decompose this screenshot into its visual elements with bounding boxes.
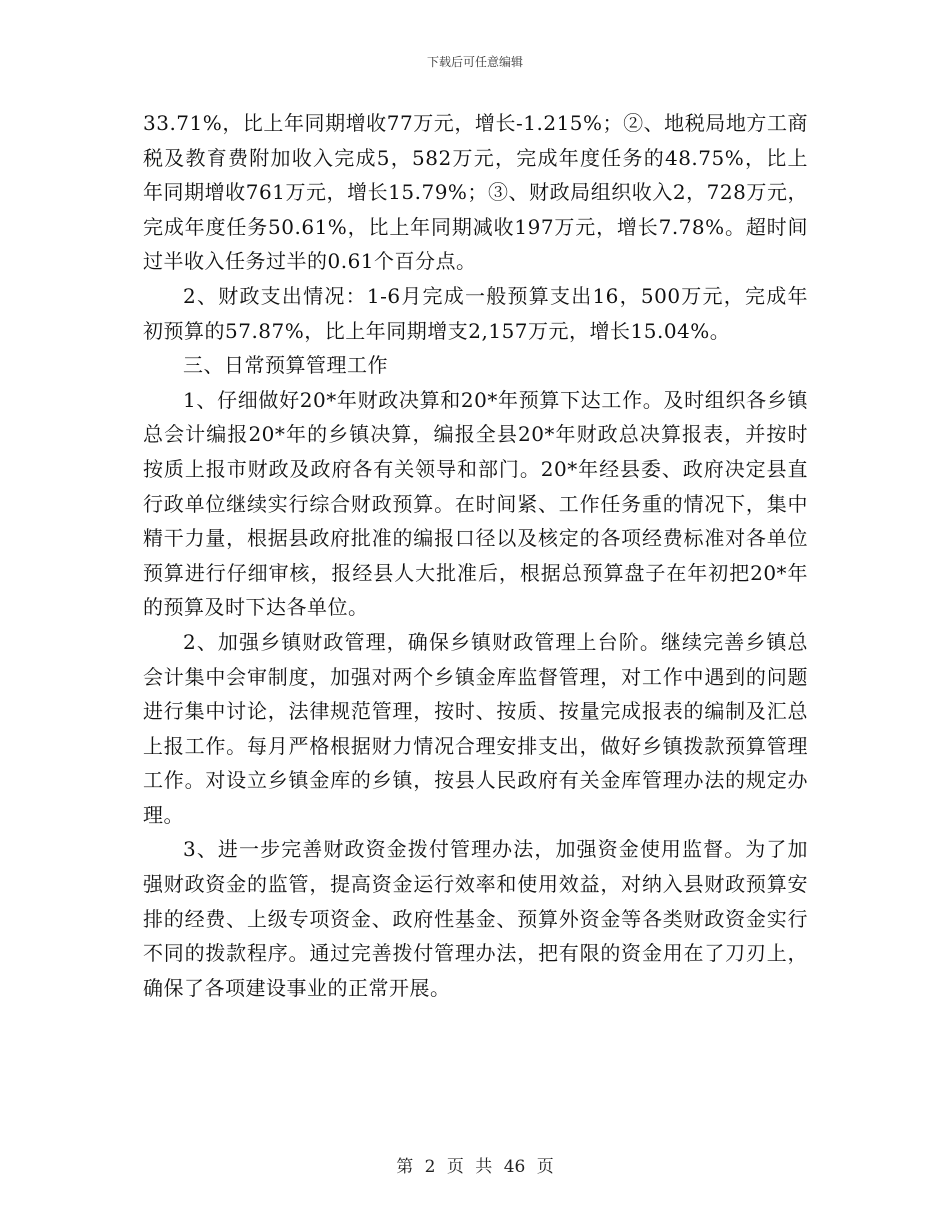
paragraph-revenue-continued: 33.71%，比上年同期增收77万元，增长-1.215%；②、地税局地方工商税及教育费附加收入完成5，582万元，完成年度任务的48.75%，比上年同期增收761万元，增长15.79%；③、财政局组织收入2，728万元，完成年度任务50.61%，比上年同期减收197万元，增长7.78%。超时间过半收入任务过半的0.61个百分点。 xyxy=(143,111,808,274)
page-header: 下载后可任意编辑 xyxy=(426,55,523,69)
paragraph-expenditure: 2、财政支出情况：1-6月完成一般预算支出16，500万元，完成年初预算的57.87%，比上年同期增支2,157万元，增长15.04%。 xyxy=(143,283,808,343)
document-body xyxy=(143,106,808,1005)
paragraph-item-1: 1、仔细做好20*年财政决算和20*年预算下达工作。及时组织各乡镇总会计编报20*年的乡镇决算，编报全县20*年财政总决算报表，并按时按质上报市财政及政府各有关领导和部门。20*年经县委、政府决定县直行政单位继续实行综合财政预算。在时间紧、工作任务重的情况下，集中精干力量，根据县政府批准的编报口径以及核定的各项经费标准对各单位预算进行仔细审核，报经县人大批准后，根据总预算盘子在年初把20*年的预算及时下达各单位。 xyxy=(143,387,808,620)
paragraph-item-2: 2、加强乡镇财政管理，确保乡镇财政管理上台阶。继续完善乡镇总会计集中会审制度，加强对两个乡镇金库监督管理，对工作中遇到的问题进行集中讨论，法律规范管理，按时、按质、按量完成报表的编制及汇总上报工作。每月严格根据财力情况合理安排支出，做好乡镇拨款预算管理工作。对设立乡镇金库的乡镇，按县人民政府有关金库管理办法的规定办理。 xyxy=(143,629,808,827)
page-number: 第 2 页 共 46 页 xyxy=(396,1157,554,1177)
section-heading: 三、日常预算管理工作 xyxy=(183,353,388,378)
paragraph-item-3: 3、进一步完善财政资金拨付管理办法，加强资金使用监督。为了加强财政资金的监管，提高资金运行效率和使用效益，对纳入县财政预算安排的经费、上级专项资金、政府性基金、预算外资金等各类财政资金实行不同的拨款程序。通过完善拨付管理办法，把有限的资金用在了刀刃上，确保了各项建设事业的正常开展。 xyxy=(143,837,808,1000)
